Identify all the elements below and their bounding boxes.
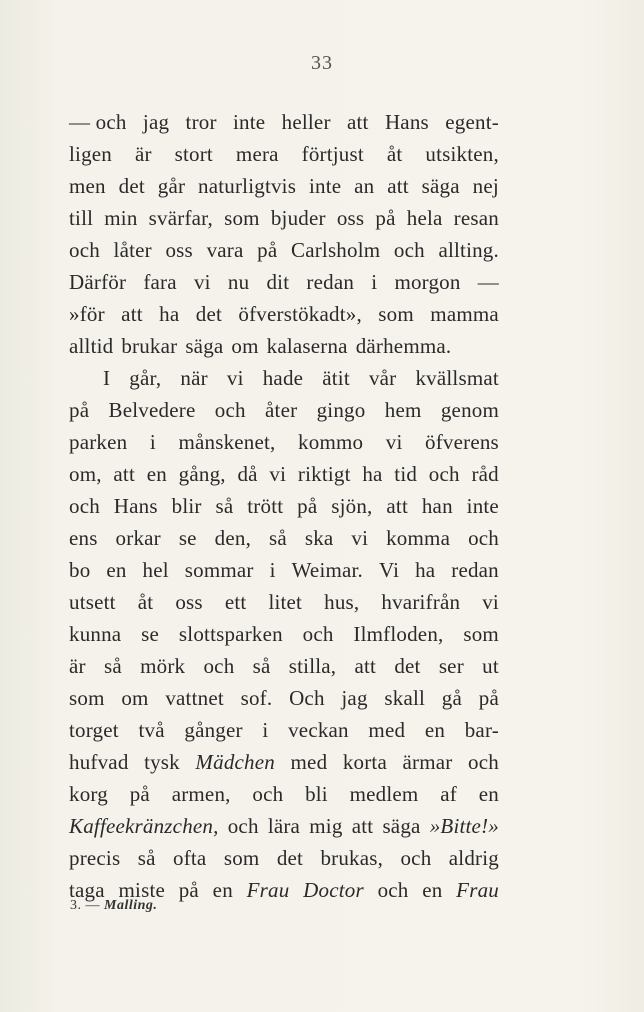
word: är: [134, 142, 152, 166]
word: litet: [268, 590, 303, 614]
signature-sheet: 3.: [70, 898, 82, 913]
word: han: [421, 494, 453, 518]
word: »Bitte!»: [429, 814, 499, 838]
text-line: [69, 458, 499, 490]
word: hufvad: [69, 750, 129, 774]
word: i: [262, 718, 269, 742]
text-line: [69, 170, 499, 202]
word: morgon: [394, 270, 461, 294]
word: som: [463, 622, 499, 646]
word: säga: [185, 334, 224, 358]
word: vi: [226, 366, 244, 390]
word: fara: [143, 270, 177, 294]
word: så: [269, 526, 287, 550]
word: heller: [281, 110, 331, 134]
text-line: [69, 554, 499, 586]
word: och: [227, 814, 259, 838]
word: orkar: [115, 526, 161, 550]
word: gingo: [316, 398, 366, 422]
word: Mädchen: [195, 750, 275, 774]
word: —: [477, 270, 499, 294]
word: vi: [385, 430, 403, 454]
word: när: [180, 366, 208, 390]
body-text: [69, 106, 499, 906]
word: ha: [415, 558, 436, 582]
word: trött: [247, 494, 284, 518]
word: och: [69, 494, 100, 518]
word: går,: [129, 366, 162, 390]
word: så: [103, 654, 122, 678]
word: ligen: [69, 142, 112, 166]
word: det: [394, 654, 421, 678]
word: tror: [185, 110, 217, 134]
text-line: [69, 106, 499, 138]
word: på: [129, 782, 150, 806]
word: bo: [69, 558, 91, 582]
word: vi: [269, 462, 287, 486]
word: armen,: [171, 782, 231, 806]
word: Doctor: [303, 878, 364, 902]
word: och: [468, 526, 499, 550]
word: och: [302, 622, 334, 646]
word: skall: [384, 686, 426, 710]
text-line: [69, 138, 499, 170]
word: i: [371, 270, 378, 294]
text-line: [69, 266, 499, 298]
word: med: [368, 718, 406, 742]
word: ens: [69, 526, 98, 550]
word: Frau: [246, 878, 290, 902]
word: aldrig: [448, 846, 499, 870]
word: svärfar,: [148, 206, 213, 230]
word: an: [354, 174, 375, 198]
word: Och: [289, 686, 325, 710]
text-line: [69, 714, 499, 746]
word: riktigt: [297, 462, 351, 486]
word: åt: [137, 590, 154, 614]
word: åt: [386, 142, 403, 166]
word: ärmar: [402, 750, 453, 774]
word: hela: [406, 206, 443, 230]
word: med: [290, 750, 328, 774]
word: af: [440, 782, 457, 806]
word: det: [195, 302, 223, 326]
word: en: [146, 462, 167, 486]
word: ofta: [173, 846, 207, 870]
word: Ilmfloden,: [353, 622, 444, 646]
word: min: [104, 206, 138, 230]
word: allting.: [438, 238, 499, 262]
word: Vi: [378, 558, 400, 582]
word: därhemma.: [355, 334, 452, 358]
word: egent-: [445, 110, 499, 134]
word: i: [269, 558, 276, 582]
word: kvällsmat: [415, 366, 499, 390]
word: bar-: [464, 718, 499, 742]
text-line: [69, 362, 499, 394]
text-line: [69, 810, 499, 842]
text-line: [69, 650, 499, 682]
word: att: [113, 462, 135, 486]
text-line: [69, 618, 499, 650]
word: en: [422, 878, 443, 902]
word: nu: [227, 270, 250, 294]
word: ut: [482, 654, 499, 678]
word: hus,: [324, 590, 360, 614]
word: att: [347, 110, 369, 134]
word: på: [257, 238, 278, 262]
word: stort: [174, 142, 213, 166]
word: inte: [233, 110, 266, 134]
word: korg: [69, 782, 108, 806]
word: om: [121, 686, 149, 710]
word: bjuder: [270, 206, 326, 230]
word: till: [69, 206, 94, 230]
word: som: [378, 302, 414, 326]
text-line: [69, 746, 499, 778]
text-line: [69, 522, 499, 554]
word: kalaserna: [266, 334, 348, 358]
page-number: 33: [311, 52, 333, 74]
word: på: [375, 206, 396, 230]
word: slottsparken: [178, 622, 283, 646]
word: sof.: [240, 686, 273, 710]
word: ha: [159, 302, 180, 326]
word: åter: [265, 398, 298, 422]
word: tysk: [144, 750, 180, 774]
word: och: [393, 238, 425, 262]
word: sommar: [184, 558, 254, 582]
word: så: [137, 846, 156, 870]
word: Frau: [456, 878, 499, 902]
word: medlem: [349, 782, 419, 806]
word: Carlsholm: [290, 238, 381, 262]
word: utsett: [69, 590, 116, 614]
word: öfverens: [425, 430, 499, 454]
text-line: [69, 298, 499, 330]
word: ser: [438, 654, 464, 678]
word: inte: [308, 174, 342, 198]
word: redan: [306, 270, 355, 294]
word: och: [203, 654, 235, 678]
word: hade: [262, 366, 304, 390]
word: går: [157, 174, 186, 198]
word: Hans: [113, 494, 158, 518]
word: en: [478, 782, 499, 806]
word: på: [297, 494, 318, 518]
word: i: [149, 430, 156, 454]
word: parken: [69, 430, 128, 454]
word: som: [223, 846, 260, 870]
word: är: [69, 654, 86, 678]
word: mera: [235, 142, 279, 166]
word: alltid: [69, 334, 114, 358]
word: och: [428, 462, 460, 486]
word: veckan: [288, 718, 349, 742]
word: men: [69, 174, 106, 198]
word: det: [118, 174, 145, 198]
word: två: [138, 718, 165, 742]
word: tid: [394, 462, 418, 486]
word: naturligtvis: [198, 174, 297, 198]
word: på: [69, 398, 90, 422]
word: ett: [224, 590, 247, 614]
word: brukas,: [320, 846, 384, 870]
word: som: [69, 686, 105, 710]
word: jag: [142, 110, 170, 134]
word: gå: [441, 686, 463, 710]
word: inte: [466, 494, 499, 518]
word: ha: [362, 462, 383, 486]
word: miste: [118, 878, 165, 902]
text-line: [69, 490, 499, 522]
word: kommo: [298, 430, 364, 454]
word: sjön,: [331, 494, 373, 518]
word: blir: [171, 494, 202, 518]
word: att: [354, 654, 377, 678]
text-line: [69, 394, 499, 426]
word: se: [141, 622, 160, 646]
word: vara: [206, 238, 244, 262]
signature-name: Malling.: [104, 898, 158, 913]
word: oss: [336, 206, 365, 230]
word: om,: [69, 462, 102, 486]
word: bli: [305, 782, 328, 806]
word: som: [224, 206, 260, 230]
word: oss: [165, 238, 193, 262]
word: på: [478, 686, 499, 710]
word: och: [468, 750, 499, 774]
word: ska: [304, 526, 334, 550]
word: att: [121, 302, 143, 326]
word: en: [212, 878, 233, 902]
word: taga: [69, 878, 105, 902]
word: råd: [471, 462, 499, 486]
word: genom: [440, 398, 499, 422]
word: se: [178, 526, 197, 550]
word: — och: [69, 110, 127, 134]
word: en: [424, 718, 446, 742]
word: hvarifrån: [381, 590, 461, 614]
word: och: [214, 398, 246, 422]
word: komma: [386, 526, 451, 550]
word: mig: [309, 814, 343, 838]
signature-dash: —: [85, 898, 100, 913]
word: öfverstökadt»,: [238, 302, 362, 326]
word: »för: [69, 302, 105, 326]
word: mamma: [430, 302, 499, 326]
word: dit: [266, 270, 290, 294]
text-line: [69, 426, 499, 458]
text-line: [69, 842, 499, 874]
word: att: [386, 494, 408, 518]
word: kunna: [69, 622, 122, 646]
word: vi: [193, 270, 211, 294]
text-line: [69, 234, 499, 266]
word: månskenet,: [178, 430, 276, 454]
word: vi: [351, 526, 369, 550]
word: Weimar.: [291, 558, 364, 582]
word: Kaffeekränzchen,: [69, 814, 219, 838]
text-line: [69, 682, 499, 714]
word: gång,: [178, 462, 226, 486]
word: jag: [341, 686, 368, 710]
word: Hans: [384, 110, 429, 134]
word: en: [106, 558, 127, 582]
word: hel: [142, 558, 169, 582]
word: nej: [472, 174, 499, 198]
word: redan: [451, 558, 499, 582]
word: så: [215, 494, 234, 518]
word: vi: [482, 590, 499, 614]
word: och: [252, 782, 284, 806]
word: och: [400, 846, 432, 870]
word: resan: [453, 206, 499, 230]
text-line: [69, 202, 499, 234]
text-line: [69, 586, 499, 618]
word: precis: [69, 846, 121, 870]
word: ätit: [322, 366, 350, 390]
word: då: [237, 462, 258, 486]
word: korta: [342, 750, 387, 774]
word: om: [231, 334, 259, 358]
word: vår: [368, 366, 397, 390]
word: låter: [113, 238, 152, 262]
word: utsikten,: [425, 142, 499, 166]
word: den,: [214, 526, 252, 550]
word: att: [351, 814, 374, 838]
word: så: [252, 654, 271, 678]
word: säga: [421, 174, 460, 198]
word: Därför: [69, 270, 127, 294]
word: och: [69, 238, 100, 262]
word: det: [276, 846, 304, 870]
word: säga: [382, 814, 421, 838]
word: förtjust: [301, 142, 364, 166]
text-line: [69, 330, 499, 362]
word: mörk: [140, 654, 186, 678]
text-line: [69, 778, 499, 810]
word: I: [103, 366, 111, 390]
word: oss: [175, 590, 203, 614]
word: och: [377, 878, 409, 902]
word: hem: [384, 398, 422, 422]
word: gånger: [184, 718, 243, 742]
word: på: [178, 878, 199, 902]
word: att: [387, 174, 409, 198]
word: stilla,: [288, 654, 337, 678]
word: lära: [267, 814, 301, 838]
word: Belvedere: [108, 398, 196, 422]
word: vattnet: [165, 686, 224, 710]
word: torget: [69, 718, 119, 742]
word: brukar: [121, 334, 178, 358]
printer-signature: [70, 898, 157, 914]
